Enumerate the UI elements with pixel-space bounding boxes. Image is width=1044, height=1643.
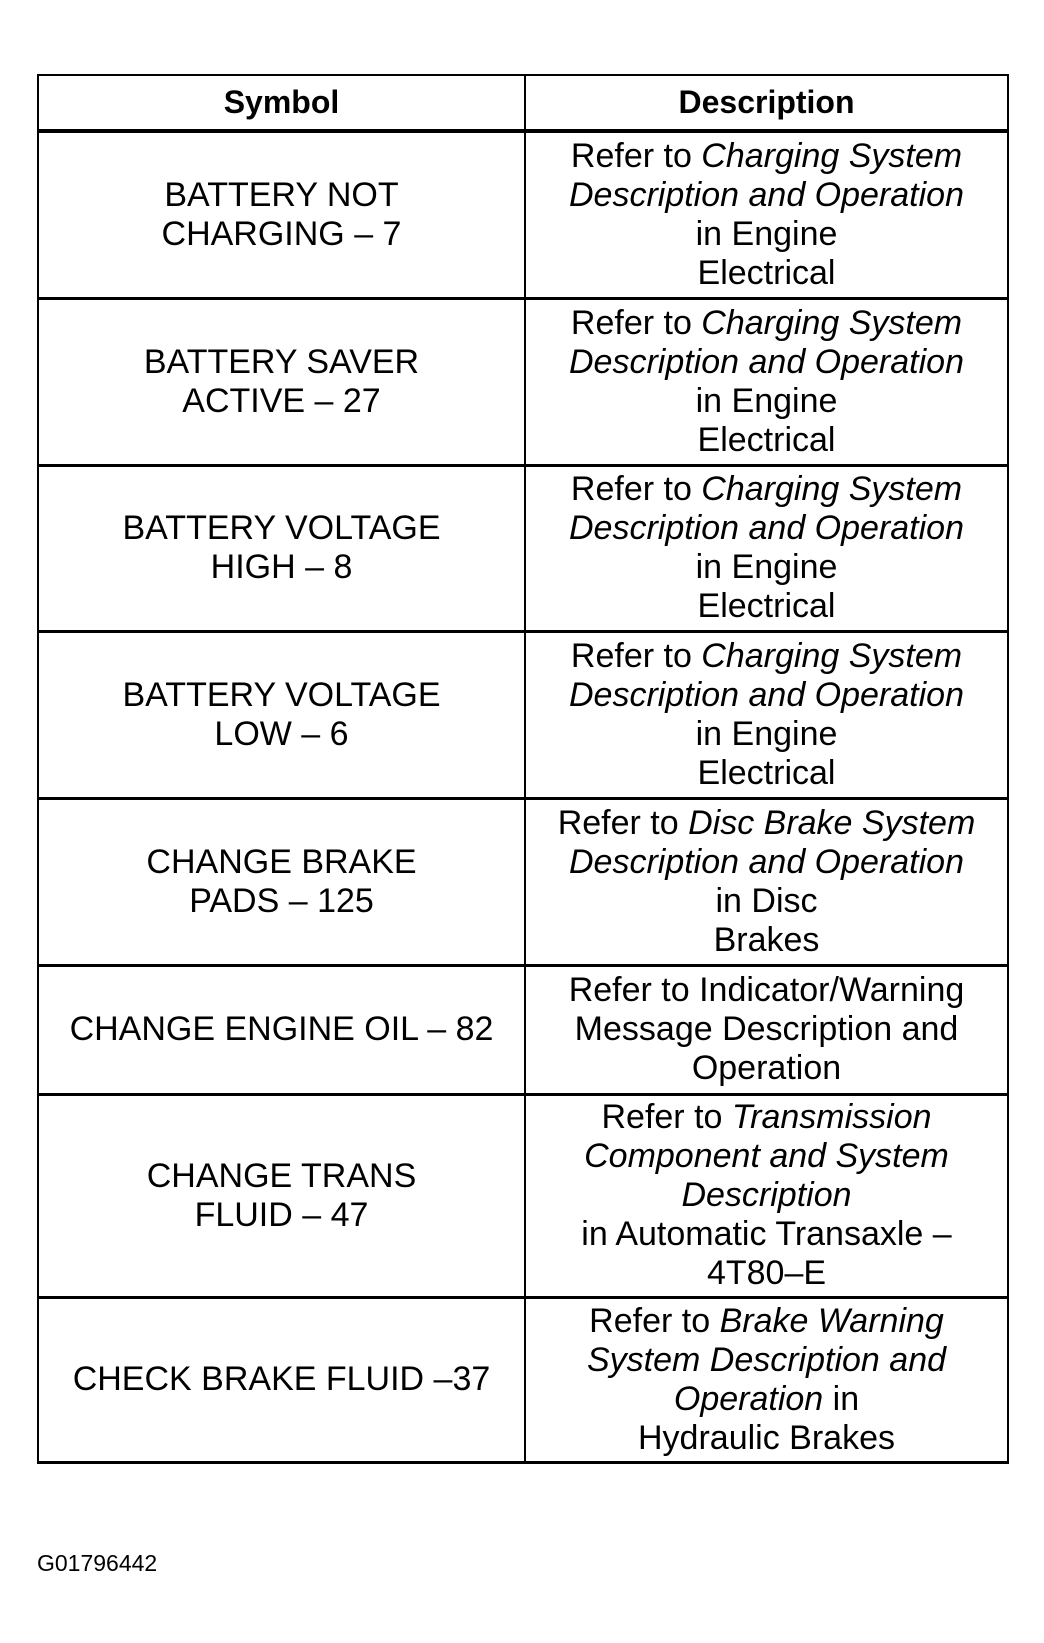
description-text: Refer to: [570, 470, 702, 508]
description-text: Message Description and: [574, 1010, 959, 1048]
description-line: [532, 715, 1001, 754]
description-text: Refer to Indicator/Warning: [568, 971, 965, 1009]
description-text: Refer to: [557, 803, 689, 842]
description-line: [532, 176, 1001, 215]
reference-title: Brake Warning: [719, 1301, 944, 1340]
symbol-cell: [38, 965, 525, 1094]
description-line: [532, 215, 1001, 254]
reference-title: Description and Operation: [568, 175, 964, 214]
description-line: [532, 421, 1001, 460]
description-cell: [525, 798, 1008, 965]
description-line: [532, 1380, 1001, 1419]
description-cell: [525, 1094, 1008, 1297]
reference-title: Description and Operation: [568, 842, 964, 881]
description-line: [532, 1302, 1001, 1341]
description-text: Refer to: [601, 1098, 732, 1136]
table-row: [38, 1094, 1008, 1297]
symbol-text: CHARGING – 7: [161, 214, 402, 253]
description-line: [532, 882, 1001, 921]
description-text: Electrical: [697, 253, 836, 292]
description-line: [532, 676, 1001, 715]
description-text: Refer to: [570, 303, 702, 342]
description-line: [532, 548, 1001, 587]
symbol-text: BATTERY VOLTAGE: [122, 509, 441, 547]
symbol-text: HIGH – 8: [210, 548, 353, 586]
table-row: [38, 465, 1008, 631]
message-table: [37, 74, 1009, 1464]
table-row: [38, 965, 1008, 1094]
reference-title: Description: [681, 1176, 852, 1214]
description-text: Brakes: [713, 920, 820, 959]
description-text: in Automatic Transaxle –: [581, 1215, 952, 1253]
description-line: [532, 382, 1001, 421]
symbol-text: BATTERY VOLTAGE: [122, 675, 441, 714]
description-text: in Engine: [695, 381, 838, 420]
reference-title: Disc Brake System: [688, 803, 976, 842]
symbol-cell: [38, 631, 525, 798]
symbol-text: CHANGE TRANS: [146, 1156, 417, 1195]
description-text: Electrical: [697, 420, 836, 459]
description-text: Refer to: [570, 136, 702, 175]
description-line: [532, 1049, 1001, 1088]
reference-title: Charging System: [701, 636, 963, 675]
description-line: [532, 509, 1001, 548]
reference-title: Description and Operation: [568, 342, 964, 381]
description-line: [532, 137, 1001, 176]
symbol-text: CHANGE ENGINE OIL – 82: [69, 1010, 494, 1048]
description-line: [532, 254, 1001, 293]
description-cell: [525, 298, 1008, 465]
description-line: [532, 921, 1001, 960]
description-text: Hydraulic Brakes: [638, 1418, 895, 1457]
description-text: Refer to: [570, 636, 702, 675]
symbol-cell: [38, 465, 525, 631]
symbol-text: CHECK BRAKE FLUID –37: [72, 1360, 491, 1398]
description-line: [532, 1137, 1001, 1176]
description-text: Electrical: [697, 753, 836, 792]
symbol-cell: [38, 1094, 525, 1297]
reference-title: Transmission: [731, 1098, 932, 1136]
table-body: [38, 131, 1008, 1462]
description-text: in Engine: [695, 214, 838, 253]
description-column-header: Description: [525, 75, 1008, 131]
description-text: in Disc: [715, 881, 818, 920]
description-line: [532, 1254, 1001, 1293]
reference-title: Charging System: [701, 470, 963, 508]
description-text: Operation: [691, 1049, 842, 1087]
figure-id: G01796442: [37, 1550, 158, 1576]
description-text: in Engine: [695, 548, 838, 586]
symbol-text: FLUID – 47: [194, 1195, 369, 1234]
description-line: [532, 637, 1001, 676]
description-cell: [525, 631, 1008, 798]
symbol-text: PADS – 125: [189, 881, 374, 920]
description-line: [532, 804, 1001, 843]
description-cell: [525, 1297, 1008, 1462]
symbol-text: ACTIVE – 27: [182, 381, 381, 420]
symbol-text: LOW – 6: [214, 714, 349, 753]
description-text: 4T80–E: [706, 1254, 827, 1292]
symbol-cell: [38, 298, 525, 465]
description-text: in Engine: [695, 714, 838, 753]
description-line: [532, 1215, 1001, 1254]
description-line: [532, 754, 1001, 793]
description-line: [532, 1419, 1001, 1458]
table-row: [38, 631, 1008, 798]
table-row: [38, 298, 1008, 465]
description-cell: [525, 965, 1008, 1094]
reference-title: Charging System: [701, 136, 963, 175]
description-line: [532, 971, 1001, 1010]
description-line: [532, 1176, 1001, 1215]
description-line: [532, 1341, 1001, 1380]
symbol-cell: [38, 798, 525, 965]
table-row: [38, 798, 1008, 965]
description-line: [532, 343, 1001, 382]
table-header-row: [38, 75, 1008, 131]
description-line: [532, 304, 1001, 343]
description-line: [532, 1098, 1001, 1137]
symbol-cell: [38, 131, 525, 298]
description-cell: [525, 131, 1008, 298]
reference-title: Description and Operation: [568, 509, 964, 547]
description-text: Refer to: [589, 1301, 720, 1340]
description-line: [532, 470, 1001, 509]
description-cell: [525, 465, 1008, 631]
reference-title: Component and System: [584, 1137, 949, 1175]
symbol-column-header: Symbol: [38, 75, 525, 131]
reference-title: Charging System: [701, 303, 963, 342]
symbol-cell: [38, 1297, 525, 1462]
description-text: in: [823, 1379, 860, 1418]
reference-title: Description and Operation: [568, 675, 964, 714]
reference-title: Operation: [673, 1379, 824, 1418]
description-line: [532, 587, 1001, 626]
description-text: Electrical: [697, 587, 836, 625]
table-row: [38, 1297, 1008, 1462]
reference-title: System Description and: [586, 1340, 947, 1379]
symbol-text: BATTERY SAVER: [143, 342, 420, 381]
table-row: [38, 131, 1008, 298]
description-line: [532, 843, 1001, 882]
symbol-text: BATTERY NOT: [164, 175, 399, 214]
symbol-text: CHANGE BRAKE: [146, 842, 417, 881]
description-line: [532, 1010, 1001, 1049]
